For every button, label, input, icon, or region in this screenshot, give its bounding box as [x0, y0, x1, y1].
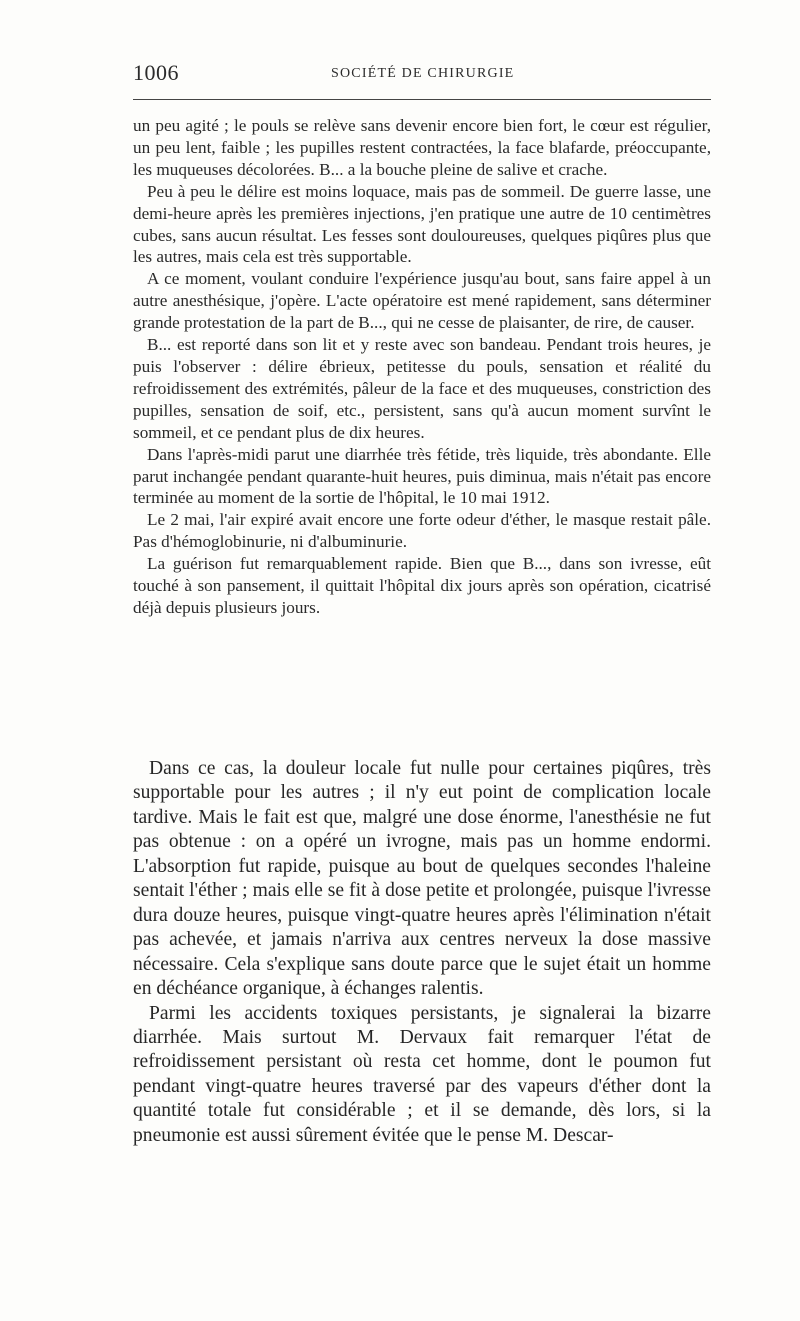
page-number: 1006 [133, 60, 179, 85]
observation-paragraph: un peu agité ; le pouls se relève sans devenir encore bien fort, le cœur est régulier, un peu lent, faible ; les pupilles restent contractées, la face blafarde, préoccupante, les muqueuses décolorées. B... a la bouche pleine de salive et crache. [133, 116, 711, 179]
observation-paragraph: Dans l'après-midi parut une diarrhée très fétide, très liquide, très abondante. Elle parut inchangée pendant quarante-huit heures, puis diminua, mais n'était pas encore terminée au moment de la sortie de l'hôpital, le 10 mai 1912. [133, 444, 711, 508]
observation-paragraph: Peu à peu le délire est moins loquace, mais pas de sommeil. De guerre lasse, une demi-heure après les premières injections, j'en pratique une autre de 10 centimètres cubes, sans aucun résultat. Les fesses sont douloureuses, quelques piqûres plus que les autres, mais cela est très supportable. [133, 181, 711, 267]
running-head [133, 60, 711, 88]
observation-paragraph: A ce moment, voulant conduire l'expérience jusqu'au bout, sans faire appel à un autre anesthésique, j'opère. L'acte opératoire est mené rapidement, sans déterminer grande protestation de la part de B..., qui ne cesse de plaisanter, de rire, de causer. [133, 269, 711, 333]
observation-paragraph: B... est reporté dans son lit et y reste avec son bandeau. Pendant trois heures, je puis l'observer : délire ébrieux, petitesse du pouls, sensation et réalité du refroidissement des extrémités, pâleur de la face et des muqueuses, constriction des pupilles, sensation de soif, etc., persistent, sans qu'à aucun moment survînt le sommeil, et ce pendant plus de dix heures. [133, 335, 711, 442]
observation-paragraph: Le 2 mai, l'air expiré avait encore une forte odeur d'éther, le masque restait pâle. Pas d'hémoglobinurie, ni d'albuminurie. [133, 510, 711, 552]
commentary-paragraph: Parmi les accidents toxiques persistants, je signalerai la bizarre diarrhée. Mais surtout M. Dervaux fait remarquer l'état de refroidissement persistant où resta cet homme, dont le poumon fut pendant vingt-quatre heures traversé par des vapeurs d'éther dont la quantité totale fut considérable ; et il se demande, dès lors, si la pneumonie est aussi sûrement évitée que le pense M. Descar- [133, 1002, 711, 1146]
header-divider [133, 99, 711, 100]
observation-text [133, 115, 711, 619]
commentary-text [133, 757, 711, 1148]
commentary-paragraph: Dans ce cas, la douleur locale fut nulle pour certaines piqûres, très supportable pour les autres ; il n'y eut point de complication locale tardive. Mais le fait est que, malgré une dose énorme, l'anesthésie ne fut pas obtenue : on a opéré un ivrogne, mais pas un homme endormi. L'absorption fut rapide, puisque au bout de quelques secondes l'haleine sentait l'éther ; mais elle se fit à dose petite et prolongée, puisque l'ivresse dura douze heures, puisque vingt-quatre heures après l'élimination n'était pas achevée, et jamais n'arriva aux centres nerveux la dose massive nécessaire. Cela s'explique sans doute parce que le sujet était un homme en déchéance organique, à échanges ralentis. [133, 758, 711, 1000]
journal-title: SOCIÉTÉ DE CHIRURGIE [331, 66, 515, 81]
observation-paragraph: La guérison fut remarquablement rapide. Bien que B..., dans son ivresse, eût touché à son pansement, il quittait l'hôpital dix jours après son opération, cicatrisé déjà depuis plusieurs jours. [133, 554, 711, 617]
